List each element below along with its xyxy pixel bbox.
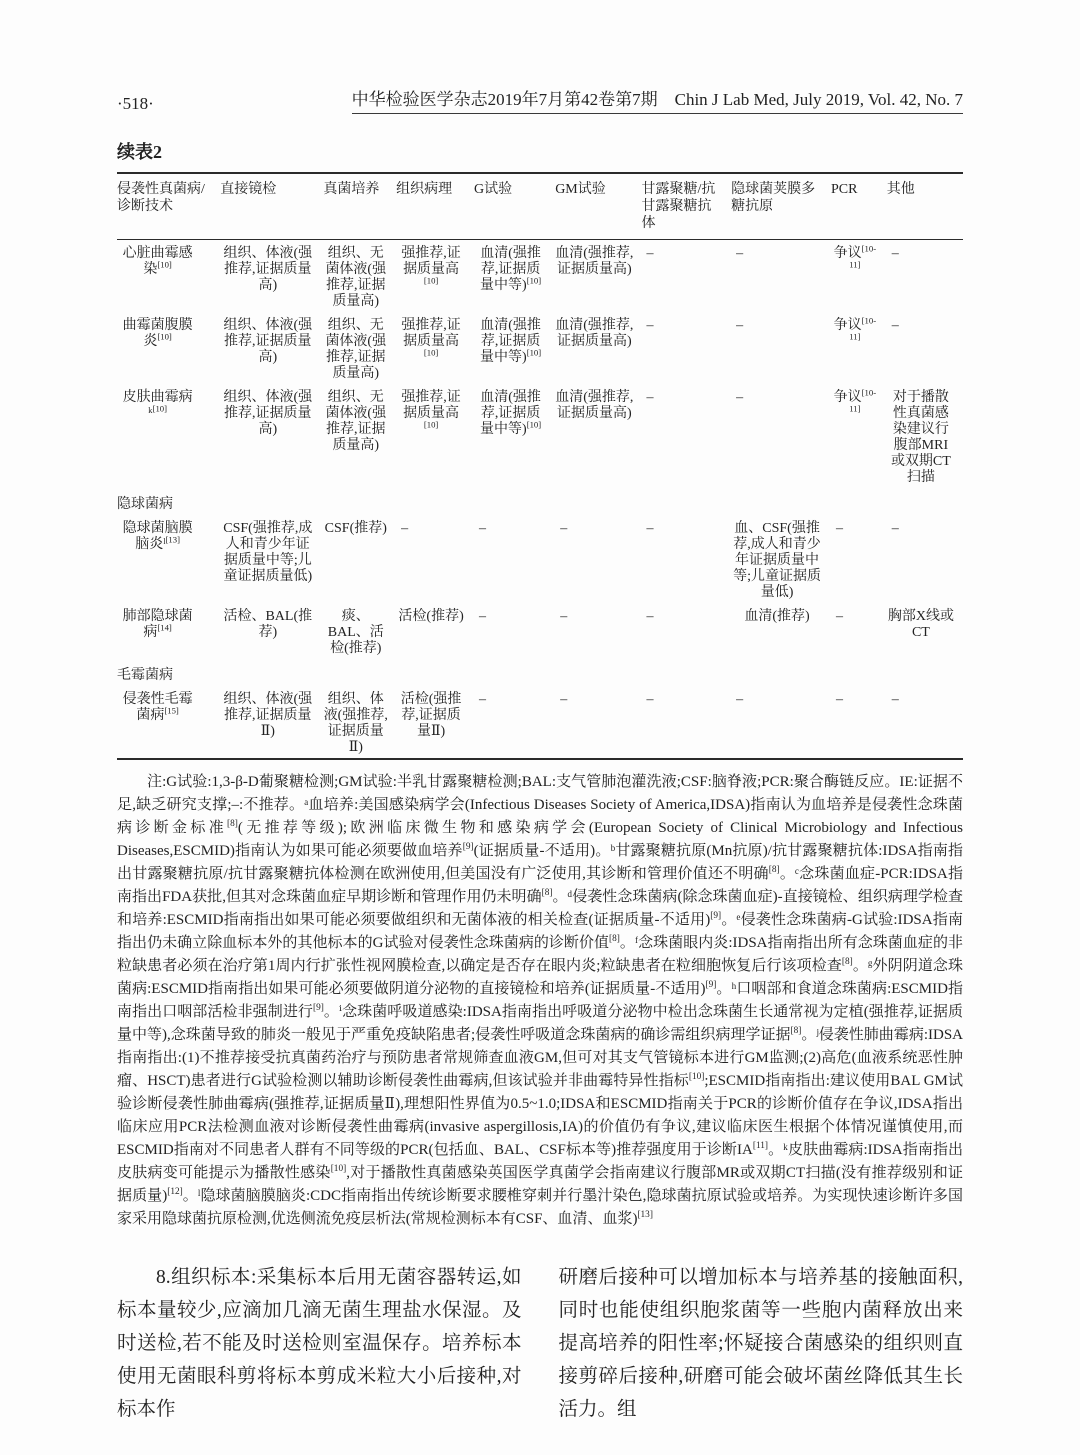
diagnostics-table (117, 172, 963, 759)
table-cell: 血清(强推荐,证据质量高) (555, 389, 634, 421)
column-header-pcr: PCR (831, 173, 887, 239)
table-cell: 强推荐,证据质量高[10] (401, 317, 461, 358)
table-cell: 血清(强推荐,证据质量中等)[10] (480, 317, 542, 365)
table-cell: – (646, 520, 654, 536)
table-cell: 肺部隐球菌病[14] (122, 608, 193, 640)
table-cell: CSF(推荐) (324, 520, 387, 536)
table-body (117, 239, 963, 759)
table-cell: 血清(推荐) (744, 608, 810, 624)
paragraph-tissue-specimen: 8.组织标本:采集标本后用无菌容器转运,如标本量较少,应滴加几滴无菌生理盐水保湿。及时送检,若不能及时送检则室温保存。培养标本使用无菌眼科剪将标本剪成米粒大小后接种,对标本作 (117, 1266, 522, 1420)
column-header-disease: 侵袭性真菌病/诊断技术 (117, 173, 220, 239)
page-content (117, 0, 963, 1426)
column-header-microscopy: 直接镜检 (220, 173, 323, 239)
table-cell: – (736, 245, 744, 261)
table-cell: 活检、BAL(推荐) (223, 608, 313, 640)
table-cell: CSF(强推荐,成人和青少年证据质量中等;儿童证据质量低) (223, 520, 313, 584)
table-caption: 续表2 (117, 142, 162, 163)
table-cell: 活检(强推荐,证据质量Ⅱ) (400, 691, 462, 739)
body-column-right (559, 1261, 964, 1426)
table-cell: – (835, 691, 843, 707)
column-header-culture: 真菌培养 (323, 173, 396, 239)
table-cell: – (401, 520, 409, 536)
table-cell: 争议[10-11] (833, 243, 877, 270)
table-cell: 曲霉菌腹膜炎[10] (122, 317, 193, 349)
table-cell: 强推荐,证据质量高[10] (401, 245, 461, 286)
table-cell: – (835, 608, 843, 624)
body-text (117, 1261, 963, 1426)
running-head (117, 0, 963, 114)
table-cell: – (646, 317, 654, 333)
table-cell: 强推荐,证据质量高[10] (401, 389, 461, 430)
table-cell: – (891, 691, 899, 707)
table-cell: 组织、无菌体液(强推荐,证据质量高) (325, 389, 387, 453)
table-cell: 胸部X线或CT (887, 608, 954, 640)
table-cell: 组织、体液(强推荐,证据质量高) (223, 317, 313, 365)
table-cell: 组织、无菌体液(强推荐,证据质量高) (325, 245, 387, 309)
table-cell: – (560, 520, 568, 536)
table-cell: 组织、体液(强推荐,证据质量高) (223, 389, 313, 437)
table-cell: – (835, 520, 843, 536)
column-header-histopathology: 组织病理 (396, 173, 474, 239)
table-row (117, 603, 963, 659)
table-cell: – (891, 245, 899, 261)
table-notes: 注:G试验:1,3-β-D葡聚糖检测;GM试验:半乳甘露聚糖检测;BAL:支气管肺泡灌洗液;CSF:脑脊液;PCR:聚合酶链反应。IE:证据不足,缺乏研究支撑;–:不推荐。ᵃ血培养:美国感染病学会(Infectious Diseases Society of America,IDSA)指南认为血培养是侵袭性念珠菌病诊断金标准[8](无推荐等级);欧洲临床微生物和感染病学会(European Society of Clinical Microbiology and Infectious Diseases,ESCMID)指南认为如果可能必须要做血培养[9](证据质量-不适用)。ᵇ甘露聚糖抗原(Mn抗原)/抗甘露聚糖抗体:IDSA指南指出甘露聚糖抗原/抗甘露聚糖抗体检测在欧洲使用,但美国没有广泛使用,其诊断和管理价值还不明确[8]。ᶜ念珠菌血症-PCR:IDSA指南指出FDA获批,但其对念珠菌血症早期诊断和管理作用仍未明确[8]。ᵈ侵袭性念珠菌病(除念珠菌血症)-直接镜检、组织病理学检查和培养:ESCMID指南指出如果可能必须要做组织和无菌体液的相关检查(证据质量-不适用)[9]。ᵉ侵袭性念珠菌病-G试验:IDSA指南指出仍未确立除血标本外的其他标本的G试验对侵袭性念珠菌病的诊断价值[8]。ᶠ念珠菌眼内炎:IDSA指南指出所有念珠菌血症的非粒缺患者必须在治疗第1周内行扩张性视网膜检查,以确定是否存在眼内炎;粒缺患者在粒细胞恢复后行该项检查[8]。ᵍ外阴阴道念珠菌病:ESCMID指南指出如果可能必须要做阴道分泌物的直接镜检和培养(证据质量-不适用)[9]。ʰ口咽部和食道念珠菌病:ESCMID指南指出口咽部活检非强制进行[9]。ⁱ念珠菌呼吸道感染:IDSA指南指出呼吸道分泌物中检出念珠菌生长通常视为定植(强推荐,证据质量中等),念珠菌导致的肺炎一般见于严重免疫缺陷患者;侵袭性呼吸道念珠菌病的确诊需组织病理学证据[8]。ʲ侵袭性肺曲霉病:IDSA指南指出:(1)不推荐接受抗真菌药治疗与预防患者常规筛查血液GM,但可对其支气管镜标本进行GM监测;(2)高危(血液系统恶性肿瘤、HSCT)患者进行G试验检测以辅助诊断侵袭性曲霉病,但该试验并非曲霉特异性指标[10];ESCMID指南指出:建议使用BAL GM试验诊断侵袭性肺曲霉病(强推荐,证据质量Ⅱ),理想阳性界值为0.5~1.0;IDSA和ESCMID指南关于PCR的诊断价值存在争议,IDSA指出临床应用PCR法检测血液对诊断侵袭性曲霉病(invasive aspergillosis,IA)的价值仍有争议,建议临床医生根据个体情况谨慎使用,而ESCMID指南对不同患者人群有不同等级的PCR(包括血、BAL、CSF标本等)推荐强度用于诊断IA[11]。ᵏ皮肤曲霉病:IDSA指南指出皮肤病变可能提示为播散性感染[10],对于播散性真菌感染英国医学真菌学会指南建议行腹部MR或双期CT扫描(没有推荐级别和证据质量)[12]。ˡ隐球菌脑膜脑炎:CDC指南指出传统诊断要求腰椎穿刺并行墨汁染色,隐球菌抗原试验或培养。为实现快速诊断许多国家采用隐球菌抗原检测,优选侧流免疫层析法(常规检测标本有CSF、血清、血浆)[13] (117, 773, 964, 1227)
table-cell: – (646, 608, 654, 624)
table-cell: – (646, 389, 654, 405)
column-header-cryptococcal-antigen: 隐球菌荚膜多糖抗原 (731, 173, 831, 239)
journal-title: 中华检验医学杂志2019年7月第42卷第7期 Chin J Lab Med, July 2019, Vol. 42, No. 7 (352, 90, 963, 114)
table-cell: 血清(强推荐,证据质量中等)[10] (480, 245, 542, 293)
table-row (117, 384, 963, 488)
table-row (117, 312, 963, 384)
table-cell: 痰、BAL、活检(推荐) (327, 608, 384, 656)
table-cell: – (891, 317, 899, 333)
table-cell: – (736, 389, 744, 405)
table-cell: 组织、体液(强推荐,证据质量Ⅱ) (323, 691, 388, 755)
table-cell: – (646, 245, 654, 261)
section-label: 毛霉菌病 (117, 667, 173, 683)
table-cell: 侵袭性毛霉菌病[15] (122, 691, 193, 723)
paragraph-tissue-specimen-continued: 研磨后接种可以增加标本与培养基的接触面积,同时也能使组织胞浆菌等一些胞内菌释放出来提高培养的阳性率;怀疑接合菌感染的组织则直接剪碎后接种,研磨可能会破坏菌丝降低其生长活力。组 (558, 1266, 963, 1420)
table-cell: 对于播散性真菌感染建议行腹部MRI或双期CT扫描 (890, 389, 951, 485)
column-header-other: 其他 (887, 173, 963, 239)
table-cell: – (560, 608, 568, 624)
table-cell: 组织、体液(强推荐,证据质量Ⅱ) (223, 691, 313, 739)
table-cell: – (736, 317, 744, 333)
body-column-left (117, 1261, 522, 1426)
column-header-g-test: G试验 (474, 173, 555, 239)
column-header-mannan: 甘露聚糖/抗甘露聚糖抗体 (641, 173, 731, 239)
table-cell: 心脏曲霉感染[10] (122, 245, 193, 277)
table-cell: 活检(推荐) (398, 608, 464, 624)
table-cell: 争议[10-11] (833, 315, 877, 342)
table-cell: – (891, 520, 899, 536)
table-cell: 血、CSF(强推荐,成人和青少年证据质量中等;儿童证据质量低) (733, 520, 821, 600)
section-label: 隐球菌病 (117, 496, 173, 512)
table-cell: 皮肤曲霉病ᵏ[10] (122, 389, 193, 421)
table-cell: – (736, 691, 744, 707)
section-row (117, 488, 963, 515)
table-cell: – (478, 520, 486, 536)
table-cell: – (646, 691, 654, 707)
table-cell: 血清(强推荐,证据质量高) (555, 245, 634, 277)
table-header-row (117, 173, 963, 239)
table-cell: – (560, 691, 568, 707)
table-cell: 血清(强推荐,证据质量中等)[10] (480, 389, 542, 437)
table-cell: 血清(强推荐,证据质量高) (555, 317, 634, 349)
page-number: ·518· (117, 94, 154, 113)
table-cell: – (478, 608, 486, 624)
table-cell: 组织、体液(强推荐,证据质量高) (223, 245, 313, 293)
table-row (117, 686, 963, 759)
table-row (117, 239, 963, 312)
table-cell: 争议[10-11] (833, 387, 877, 414)
table-cell: – (478, 691, 486, 707)
table-cell: 隐球菌脑膜脑炎ˡ[13] (122, 520, 193, 552)
table-row (117, 515, 963, 603)
section-row (117, 659, 963, 686)
table-cell: 组织、无菌体液(强推荐,证据质量高) (325, 317, 387, 381)
column-header-gm-test: GM试验 (555, 173, 641, 239)
